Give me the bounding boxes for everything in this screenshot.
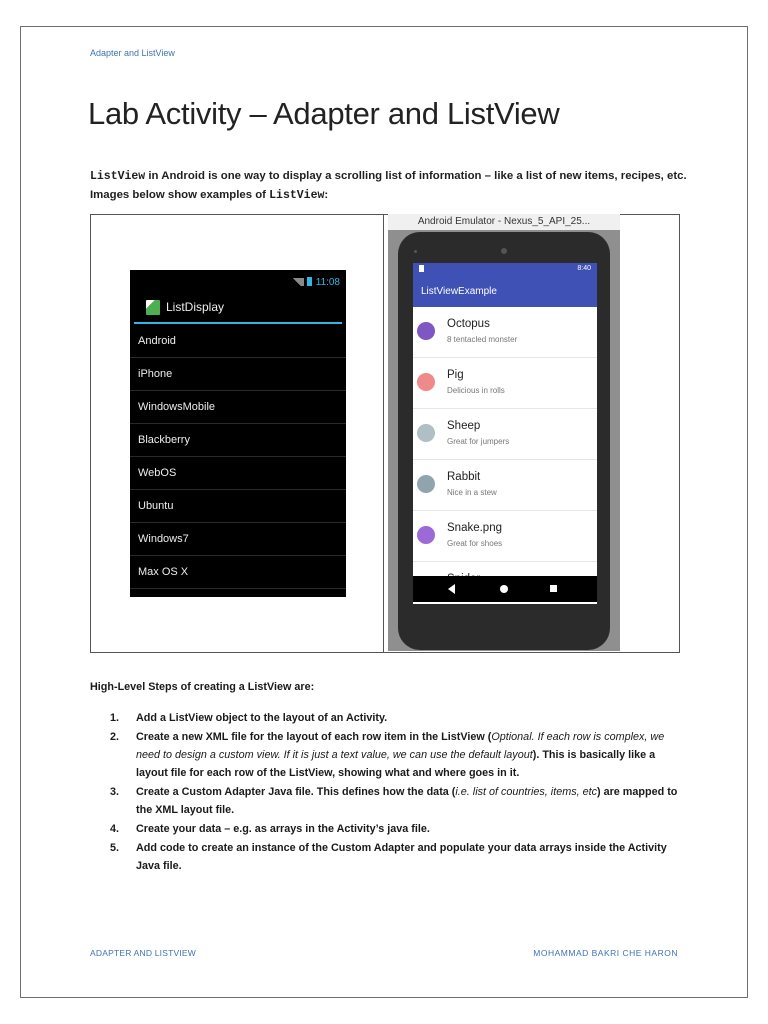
step-item: [110, 783, 685, 819]
running-header: Adapter and ListView: [90, 48, 175, 58]
sensor-icon: [414, 250, 417, 253]
snake-icon: [417, 526, 435, 544]
step-text: Add code to create an instance of the Custom Adapter and populate your data arrays inside the Activity Java file.: [136, 842, 667, 872]
list-item: [413, 358, 597, 409]
listviewexample-screen: [413, 263, 597, 604]
simple-listview: [130, 325, 346, 589]
status-time: 8:40: [577, 265, 591, 272]
steps-heading: High-Level Steps of creating a ListView are:: [90, 681, 315, 693]
step-number: 5.: [110, 842, 120, 854]
app-bar-accent: [134, 322, 342, 324]
item-description: Nice in a stew: [447, 488, 497, 497]
item-description: 8 tentacled monster: [447, 335, 518, 344]
status-bar: [413, 263, 597, 277]
item-name: Sheep: [447, 420, 481, 432]
step-item: [110, 728, 685, 782]
status-time: 11:08: [315, 277, 340, 288]
list-item: [413, 307, 597, 358]
step-number: 3.: [110, 786, 120, 798]
list-item: [413, 511, 597, 562]
octopus-icon: [417, 322, 435, 340]
step-text: ) are mapped to the XML layout file.: [136, 786, 678, 816]
step-text: Create a new XML file for the layout of each row item in the ListView (: [136, 731, 492, 743]
notification-icon: [419, 265, 424, 272]
list-item: [413, 460, 597, 511]
step-text: ). This is basically like a layout file for each row of the ListView, showing what and where goes in it.: [136, 749, 656, 779]
app-bar: [130, 294, 346, 320]
list-item: Windows7: [130, 523, 346, 556]
sheep-icon: [417, 424, 435, 442]
step-number: 4.: [110, 823, 120, 835]
code-listview: ListView: [90, 170, 146, 183]
item-description: Great for shoes: [447, 539, 503, 548]
step-text: Add a ListView object to the layout of an Activity.: [136, 712, 388, 724]
page-title: Lab Activity – Adapter and ListView: [88, 96, 560, 131]
home-icon: [500, 585, 508, 593]
list-item: [413, 409, 597, 460]
list-item: WebOS: [130, 457, 346, 490]
item-description: Great for jumpers: [447, 437, 510, 446]
app-icon: [146, 300, 160, 315]
step-item: [110, 820, 685, 838]
custom-listview: [413, 307, 597, 604]
step-text: Create your data – e.g. as arrays in the Activity’s java file.: [136, 823, 430, 835]
item-name: Rabbit: [447, 471, 481, 483]
battery-icon: [307, 277, 312, 286]
list-item: Max OS X: [130, 556, 346, 589]
footer-right: MOHAMMAD BAKRI CHE HARON: [533, 948, 678, 958]
list-item: Ubuntu: [130, 490, 346, 523]
list-item: WindowsMobile: [130, 391, 346, 424]
step-number: 2.: [110, 731, 120, 743]
android-nav-bar: [413, 576, 597, 602]
code-listview-2: ListView: [269, 189, 325, 202]
footer-left: ADAPTER AND LISTVIEW: [90, 948, 197, 958]
app-bar: [413, 277, 597, 307]
step-text: Create a Custom Adapter Java file. This defines how the data (: [136, 786, 456, 798]
intro-text-1: in Android is one way to display a scrolling list of information – like a list of new items, recipes, etc. Images below show examples of: [90, 170, 687, 201]
item-name: Pig: [447, 369, 464, 381]
intro-paragraph: [90, 167, 690, 205]
item-name: Snake.png: [447, 522, 502, 534]
list-item: iPhone: [130, 358, 346, 391]
listdisplay-screenshot: [130, 270, 346, 597]
signal-icon: [290, 278, 304, 286]
step-text: i.e. list of countries, items, etc: [455, 786, 597, 798]
step-number: 1.: [110, 712, 120, 724]
steps-list: [110, 709, 685, 876]
item-name: Octopus: [447, 318, 490, 330]
pig-icon: [417, 373, 435, 391]
item-description: Delicious in rolls: [447, 386, 505, 395]
step-item: [110, 709, 685, 727]
list-item: Blackberry: [130, 424, 346, 457]
step-text: Optional. If each row is complex, we need to design a custom view. If it is just a text value, we can use the default layout: [136, 731, 665, 761]
emulator-window-title: Android Emulator - Nexus_5_API_25...: [388, 214, 620, 230]
camera-icon: [501, 248, 507, 254]
app-title: ListDisplay: [166, 300, 225, 314]
rabbit-icon: [417, 475, 435, 493]
status-bar: [290, 277, 340, 288]
list-item: Android: [130, 325, 346, 358]
app-title: ListViewExample: [421, 286, 497, 297]
figure-divider: [383, 214, 384, 652]
intro-text-2: :: [324, 189, 329, 201]
back-icon: [448, 584, 455, 594]
step-item: [110, 839, 685, 875]
recents-icon: [550, 585, 557, 592]
